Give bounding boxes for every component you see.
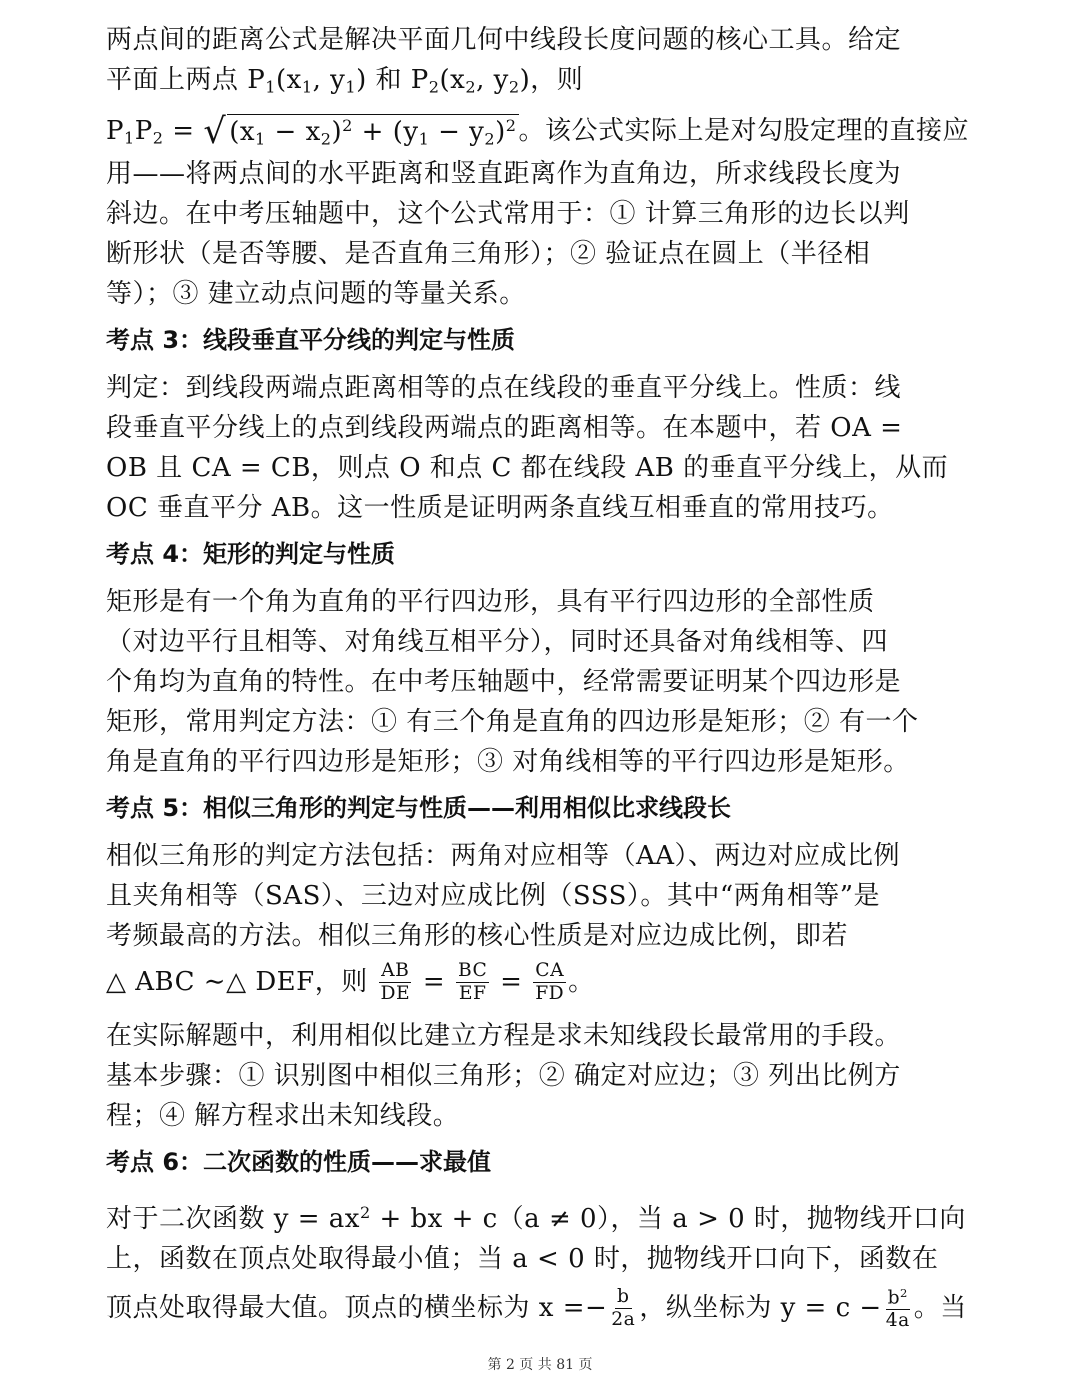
text-line-quadratic: 对于二次函数 $y = ax^2$ + bx + c（a ≠ 0），当 a > 0 时，抛物线开口向 [106, 1202, 966, 1234]
point-p1: $P_1(x_1$, $y_1$) [247, 65, 367, 97]
page-number-footer: 第 2 页 共 81 页 [487, 1357, 593, 1373]
text-line: 两点间的距离公式是解决平面几何中线段长度问题的核心工具。给定 [106, 25, 902, 55]
paragraph-similarity-steps [106, 1016, 976, 1136]
text-line: 个角均为直角的特性。在中考压轴题中，经常需要证明某个四边形是 [106, 666, 902, 697]
text-line: 且夹角相等（SAS）、三边对应成比例（SSS）。其中“两角相等”是 [106, 880, 881, 911]
page-content [106, 20, 976, 1342]
text-line: 等）；③ 建立动点问题的等量关系。 [106, 278, 526, 309]
fraction-ab-de: $\frac{AB}{DE}$ [380, 960, 411, 1004]
distance-formula-line: $P_1P_2$ = √ $(x_1 - x_2)^2 + (y_1 - y_2)^2$ 。该公式实际上是对勾股定理的直接应 [106, 110, 970, 152]
text-line: 上，函数在顶点处取得最小值；当 a < 0 时，抛物线开口向下，函数在 [106, 1243, 939, 1274]
text-line: 矩形是有一个角为直角的平行四边形，具有平行四边形的全部性质 [106, 586, 875, 617]
heading-kaodian-5: 考点 5：相似三角形的判定与性质——利用相似比求线段长 [106, 793, 732, 822]
paragraph-distance-formula [106, 20, 976, 314]
text-line: 判定：到线段两端点距离相等的点在线段的垂直平分线上。性质：线 [106, 372, 902, 403]
fraction-b2-4a: $\frac{b^2}{4a}$ [885, 1285, 910, 1331]
text-line: 基本步骤：① 识别图中相似三角形；② 确定对应边；③ 列出比例方 [106, 1060, 901, 1091]
distance-formula: $P_1P_2$ = √ $(x_1 - x_2)^2 + (y_1 - y_2)^2$ [106, 110, 517, 152]
text-line: 断形状（是否等腰、是否直角三角形）；② 验证点在圆上（半径相 [106, 238, 871, 269]
paragraph-similar-triangles [106, 836, 976, 1008]
text-line: OB 且 CA = CB，则点 O 和点 C 都在线段 AB 的垂直平分线上，从而 [106, 452, 949, 483]
fraction-bc-ef: $\frac{BC}{EF}$ [457, 960, 488, 1004]
fraction-b-2a: $\frac{b}{2a}$ [611, 1286, 636, 1330]
text-line: OC 垂直平分 AB。这一性质是证明两条直线互相垂直的常用技巧。 [106, 492, 894, 523]
text-line: 在实际解题中，利用相似比建立方程是求未知线段长最常用的手段。 [106, 1020, 902, 1051]
heading-kaodian-6: 考点 6：二次函数的性质——求最值 [106, 1147, 492, 1176]
text-line: 相似三角形的判定方法包括：两角对应相等（AA）、两边对应成比例 [106, 840, 901, 871]
heading-kaodian-4: 考点 4：矩形的判定与性质 [106, 539, 396, 568]
text-line: （对边平行且相等、对角线互相平分），同时还具备对角线相等、四 [106, 626, 889, 657]
text-line: 段垂直平分线上的点到线段两端点的距离相等。在本题中，若 OA = [106, 412, 903, 443]
text-line: 斜边。在中考压轴题中，这个公式常用于：① 计算三角形的边长以判 [106, 198, 910, 229]
sqrt-symbol: √ $(x_1 - x_2)^2 + (y_1 - y_2)^2$ [203, 110, 517, 152]
text-line: 程；④ 解方程求出未知线段。 [106, 1100, 460, 1131]
heading-kaodian-3: 考点 3：线段垂直平分线的判定与性质 [106, 325, 516, 354]
paragraph-perpendicular-bisector [106, 368, 976, 528]
fraction-ca-fd: $\frac{CA}{FD}$ [535, 960, 565, 1004]
text-line: 考频最高的方法。相似三角形的核心性质是对应边成比例，即若 [106, 920, 849, 951]
text-line: 矩形，常用判定方法：① 有三个角是直角的四边形是矩形；② 有一个 [106, 706, 919, 737]
text-line-points: 平面上两点 $P_1(x_1$, $y_1$) 和 $P_2(x_2$, $y_2$)，则 [106, 65, 584, 97]
point-p2: $P_2(x_2$, $y_2$) [410, 65, 531, 97]
vertex-formula-line: 顶点处取得最大值。顶点的横坐标为 x =− $\frac{b}{2a}$ ，纵坐标为 y = c − $\frac{b^2}{4a}$ 。当 [106, 1285, 967, 1331]
text-line: 角是直角的平行四边形是矩形；③ 对角线相等的平行四边形是矩形。 [106, 746, 910, 777]
paragraph-rectangle [106, 582, 976, 782]
similarity-ratio-line: △ ABC ∼△ DEF，则 $\frac{AB}{DE}$ = $\frac{BC}{EF}$ = $\frac{CA}{FD}$ 。 [106, 960, 595, 1004]
text-line: 用——将两点间的水平距离和竖直距离作为直角边，所求线段长度为 [106, 158, 902, 189]
paragraph-quadratic [106, 1190, 976, 1334]
